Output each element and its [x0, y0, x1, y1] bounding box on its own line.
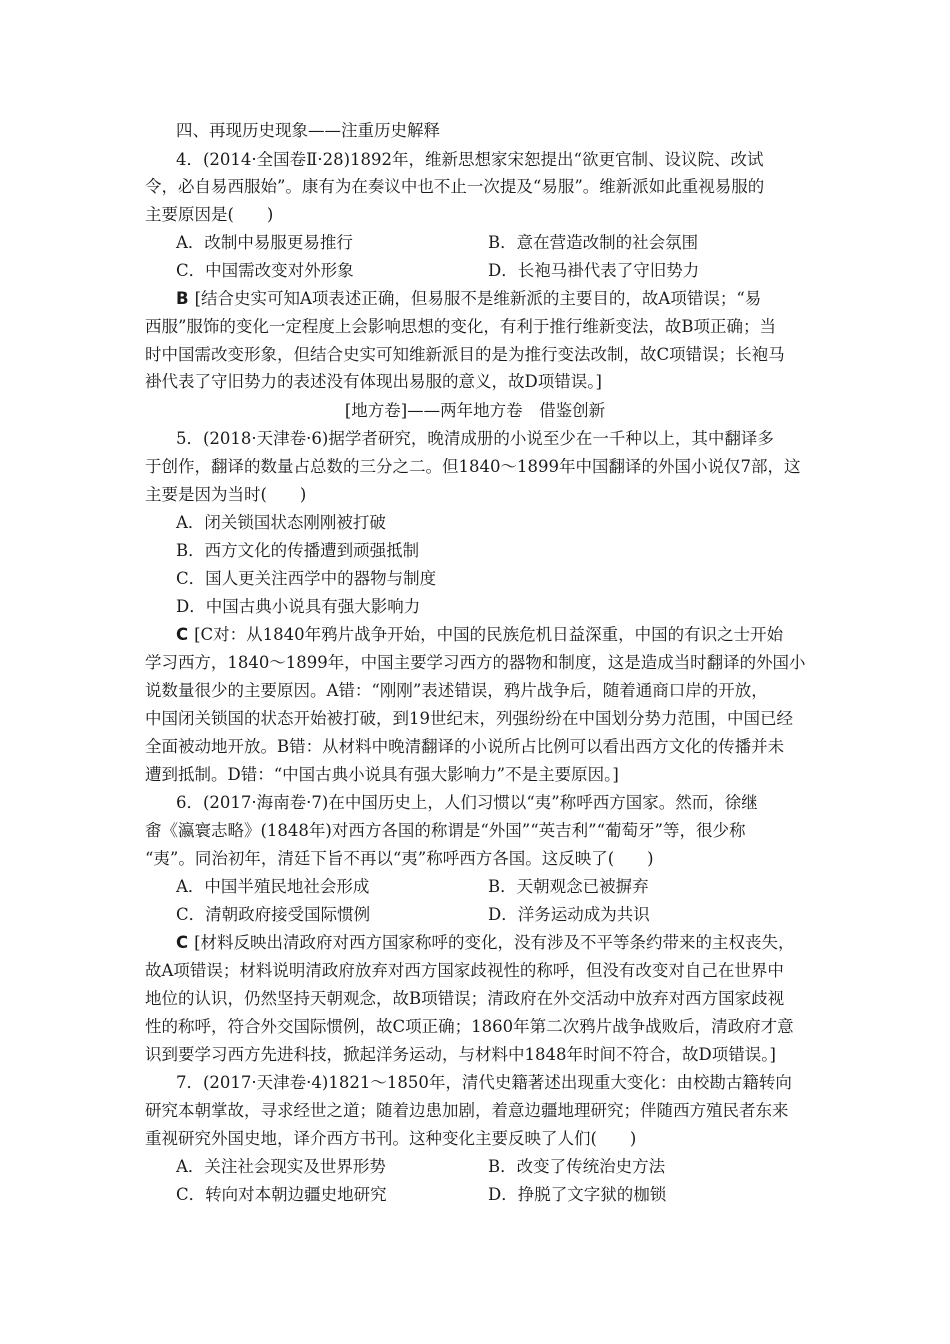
- explanation-text: [材料反映出清政府对西方国家称呼的变化，没有涉及不平等条约带来的主权丧失，: [194, 933, 795, 952]
- question-4-line-3: 主要原因是( ): [145, 205, 274, 224]
- question-4-option-d: D．长袍马褂代表了守旧势力: [488, 261, 700, 280]
- question-5-line-2: 于创作，翻译的数量占总数的三分之二。但1840～1899年中国翻译的外国小说仅7部，这: [145, 457, 801, 476]
- question-4-line-1: 4．(2014·全国卷Ⅱ·28)1892年，维新思想家宋恕提出“欲更官制、设议院、改试: [176, 150, 764, 169]
- question-6-option-b: B．天朝观念已被摒弃: [488, 877, 649, 896]
- question-6-explanation-line-4: 性的称呼，符合外交国际惯例，故C项正确；1860年第二次鸦片战争战败后，清政府才意: [145, 1017, 794, 1036]
- question-5-option-b: B．西方文化的传播遭到顽强抵制: [176, 541, 420, 560]
- answer-letter: B: [176, 289, 189, 308]
- question-4-line-2: 令，必自易西服始”。康有为在奏议中也不止一次提及“易服”。维新派如此重视易服的: [145, 177, 765, 196]
- question-4-explanation-line-2: 西服”服饰的变化一定程度上会影响思想的变化，有利于推行维新变法，故B项正确；当: [145, 317, 777, 336]
- question-7-option-d: D．挣脱了文字狱的枷锁: [488, 1185, 667, 1204]
- question-5-explanation-line-1: [176, 625, 783, 645]
- question-5-explanation-line-3: 说数量很少的主要原因。A错：“刚刚”表述错误，鸦片战争后，随着通商口岸的开放，: [145, 681, 768, 700]
- question-5-option-d: D．中国古典小说具有强大影响力: [176, 597, 421, 616]
- question-6-option-c: C．清朝政府接受国际惯例: [176, 905, 371, 924]
- question-5-line-3: 主要是因为当时( ): [145, 485, 307, 504]
- question-5-explanation-line-4: 中国闭关锁国的状态开始被打破，到19世纪末，列强纷纷在中国划分势力范围，中国已经: [145, 709, 793, 728]
- question-5-explanation-line-6: 遭到抵制。D错：“中国古典小说具有强大影响力”不是主要原因。]: [145, 765, 619, 784]
- question-4-option-a: A．改制中易服更易推行: [176, 233, 353, 252]
- question-5-option-a: A．闭关锁国状态刚刚被打破: [176, 513, 386, 532]
- question-6-explanation-line-3: 地位的认识，仍然坚持天朝观念，故B项错误；清政府在外交活动中放弃对西方国家歧视: [145, 989, 785, 1008]
- question-6-line-3: “夷”。同治初年，清廷下旨不再以“夷”称呼西方各国。这反映了( ): [145, 849, 654, 868]
- question-5-explanation-line-5: 全面被动地开放。B错：从材料中晚清翻译的小说所占比例可以看出西方文化的传播并未: [145, 737, 785, 756]
- question-7-line-3: 重视研究外国史地，译介西方书刊。这种变化主要反映了人们( ): [145, 1129, 637, 1148]
- question-5-option-c: C．国人更关注西学中的器物与制度: [176, 569, 437, 588]
- question-6-explanation-line-1: [176, 933, 795, 953]
- local-section-heading: [地方卷]——两年地方卷 借鉴创新: [344, 401, 606, 420]
- question-4-option-c: C．中国需改变对外形象: [176, 261, 354, 280]
- question-6-line-1: 6．(2017·海南卷·7)在中国历史上，人们习惯以“夷”称呼西方国家。然而，徐继: [176, 793, 758, 812]
- section-heading: 四、再现历史现象——注重历史解释: [176, 121, 440, 140]
- question-4-explanation-line-3: 时中国需改变形象，但结合史实可知维新派目的是为推行变法改制，故C项错误；长袍马: [145, 345, 785, 364]
- explanation-text: [结合史实可知A项表述正确，但易服不是维新派的主要目的，故A项错误；“易: [194, 289, 762, 308]
- question-5-explanation-line-2: 学习西方，1840～1899年，中国主要学习西方的器物和制度，这是造成当时翻译的外国小: [145, 653, 806, 672]
- question-7-option-b: B．改变了传统治史方法: [488, 1157, 666, 1176]
- question-6-option-a: A．中国半殖民地社会形成: [176, 877, 370, 896]
- question-6-explanation-line-5: 识到要学习西方先进科技，掀起洋务运动，与材料中1848年时间不符合，故D项错误。]: [145, 1045, 776, 1064]
- question-4-option-b: B．意在营造改制的社会氛围: [488, 233, 699, 252]
- question-4-explanation-line-1: [176, 289, 761, 309]
- question-5-line-1: 5．(2018·天津卷·6)据学者研究，晚清成册的小说至少在一千种以上，其中翻译多: [176, 429, 774, 448]
- question-6-explanation-line-2: 故A项错误；材料说明清政府放弃对西方国家歧视性的称呼，但没有改变对自己在世界中: [145, 961, 784, 980]
- question-7-option-a: A．关注社会现实及世界形势: [176, 1157, 386, 1176]
- question-4-explanation-line-4: 褂代表了守旧势力的表述没有体现出易服的意义，故D项错误。]: [145, 372, 602, 391]
- explanation-text: [C对：从1840年鸦片战争开始，中国的民族危机日益深重，中国的有识之士开始: [194, 625, 784, 644]
- question-6-line-2: 畬《瀛寰志略》(1848年)对西方各国的称谓是“外国”“英吉利”“葡萄牙”等，很少称: [145, 821, 746, 840]
- answer-letter: C: [176, 933, 189, 952]
- question-7-line-1: 7．(2017·天津卷·4)1821～1850年，清代史籍著述出现重大变化：由校勘古籍转向: [176, 1073, 792, 1092]
- question-7-option-c: C．转向对本朝边疆史地研究: [176, 1185, 387, 1204]
- question-7-line-2: 研究本朝掌故，寻求经世之道；随着边患加剧，着意边疆地理研究；伴随西方殖民者东来: [145, 1101, 789, 1120]
- question-6-option-d: D．洋务运动成为共识: [488, 905, 650, 924]
- answer-letter: C: [176, 625, 189, 644]
